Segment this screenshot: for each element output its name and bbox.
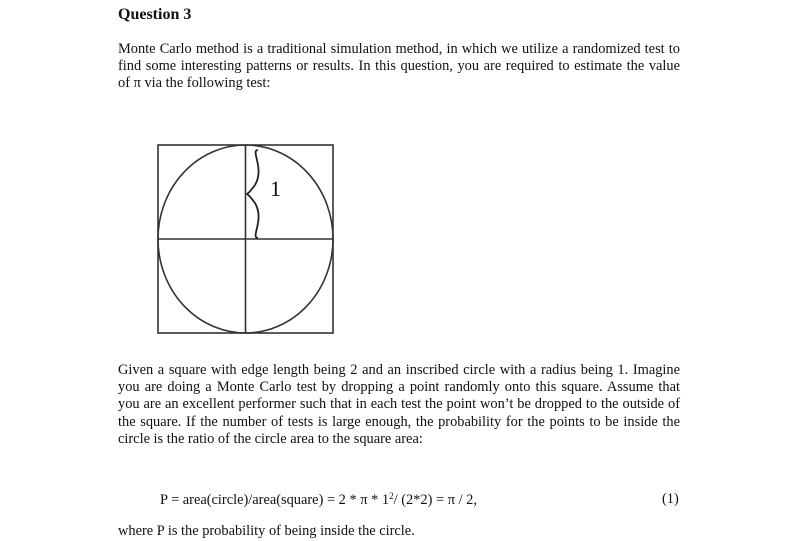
probability-equation [160,491,477,509]
equation-part-1: P = area(circle)/area(square) = 2 * π * 1 [160,492,390,508]
description-paragraph: Given a square with edge length being 2 and an inscribed circle with a radius being 1. Imagine you are doing a Monte Carlo test by dropping a point randomly onto this square. Assume that you are an excellent performer such that in each test the point won’t be dropped to the outside of the square. If the number of tests is large enough, the probability for the points to be inside the circle is the ratio of the circle area to the square area: [118,362,680,447]
equation-exponent: 2 [389,491,394,501]
radius-brace [247,150,259,238]
intro-paragraph: Monte Carlo method is a traditional simulation method, in which we utilize a randomized test to find some interesting patterns or results. In this question, you are required to estimate the value of π via the following test: [118,41,680,92]
question-title: Question 3 [118,6,192,23]
equation-part-2: / (2*2) = π / 2, [393,492,477,508]
closing-sentence: where P is the probability of being inside the circle. [118,523,415,539]
radius-label: 1 [270,176,281,201]
circle-in-square-figure [155,140,335,336]
figure-svg [155,140,335,336]
equation-number: (1) [662,491,679,507]
